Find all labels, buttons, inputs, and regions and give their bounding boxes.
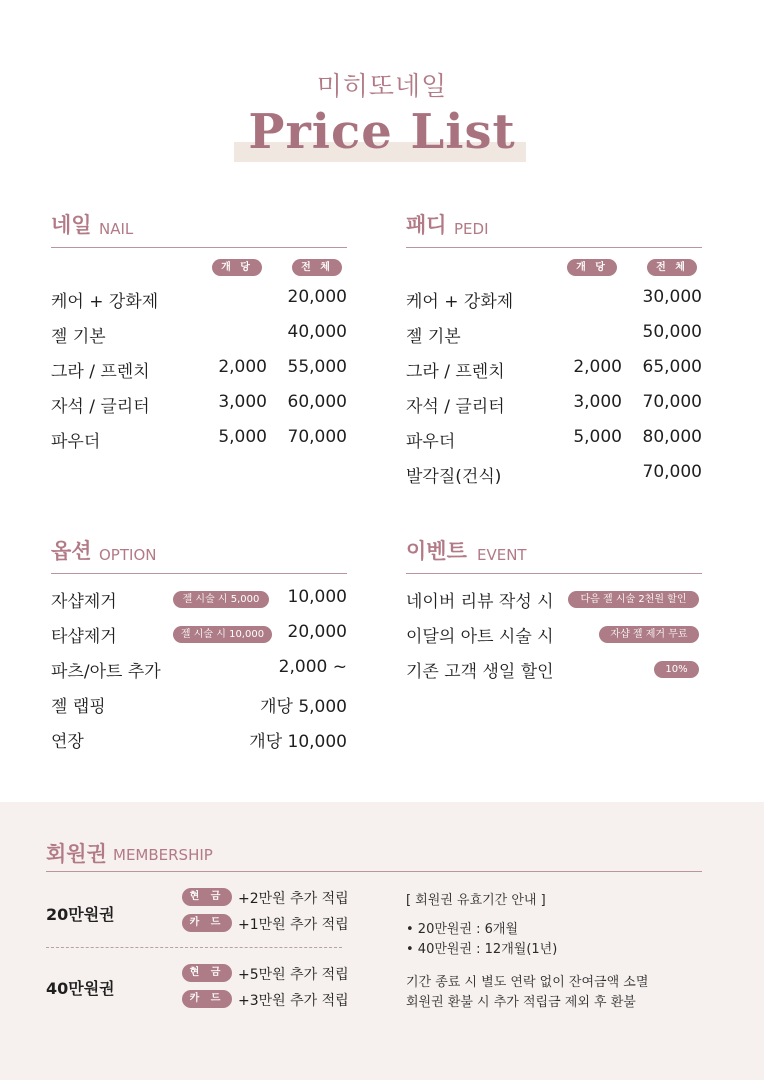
condition-badge: 젤 시술 시 5,000 [173, 591, 269, 608]
nail-title: 네일 [51, 213, 92, 237]
list-item: 기존 고객 생일 할인 10% [406, 657, 702, 681]
event-title: 이벤트 [406, 539, 467, 563]
membership-title-en: MEMBERSHIP [113, 846, 213, 864]
list-item: 자석 / 글리터 3,000 60,000 [51, 392, 347, 417]
shop-name: 미히또네일 [316, 72, 448, 102]
benefit-badge: 다음 젤 시술 2천원 할인 [568, 591, 699, 608]
list-item: 연장 개당 10,000 [51, 732, 347, 752]
list-item: 파우더 5,000 80,000 [406, 427, 702, 452]
list-item: 자석 / 글리터 3,000 70,000 [406, 392, 702, 417]
list-item: 파츠/아트 추가 2,000 ~ [51, 657, 347, 682]
benefit-badge: 10% [654, 661, 699, 678]
benefit-badge: 자샵 젤 제거 무료 [599, 626, 699, 643]
pedi-title: 패디 [406, 213, 447, 237]
list-item: 젤 기본 40,000 [51, 322, 347, 347]
membership-tier-name: 20만원권 [46, 905, 115, 924]
col-each-badge: 개 당 [567, 259, 617, 276]
option-section [51, 536, 347, 756]
expiry-note: 기간 종료 시 별도 연락 없이 잔여금액 소멸 [406, 975, 649, 990]
card-badge: 카 드 [182, 914, 232, 932]
list-item: 그라 / 프렌치 2,000 55,000 [51, 357, 347, 382]
list-item: 네이버 리뷰 작성 시 다음 젤 시술 2천원 할인 [406, 587, 702, 611]
nail-section [51, 210, 347, 470]
event-section [406, 536, 702, 686]
membership-title: 회원권 [46, 842, 107, 866]
option-title-en: OPTION [99, 546, 157, 564]
cash-benefit: +5만원 추가 적립 [238, 967, 349, 983]
card-benefit: +1만원 추가 적립 [238, 917, 349, 933]
nail-header [51, 210, 347, 248]
list-item: 자샵제거 젤 시술 시 5,000 10,000 [51, 587, 347, 612]
validity-heading: [ 회원권 유효기간 안내 ] [406, 893, 546, 908]
list-item: 이달의 아트 시술 시 자샵 젤 제거 무료 [406, 622, 702, 646]
list-item: 발각질(건식) 70,000 [406, 462, 702, 487]
condition-badge: 젤 시술 시 10,000 [173, 626, 272, 643]
cash-badge: 현 금 [182, 964, 232, 982]
col-each-badge: 개 당 [212, 259, 262, 276]
card-benefit: +3만원 추가 적립 [238, 993, 349, 1009]
refund-note: 회원권 환불 시 추가 적립금 제외 후 환불 [406, 995, 636, 1010]
list-item: 타샵제거 젤 시술 시 10,000 20,000 [51, 622, 347, 647]
option-header [51, 536, 347, 574]
col-total-badge: 전 체 [647, 259, 697, 276]
card-badge: 카 드 [182, 990, 232, 1008]
list-item: 그라 / 프렌치 2,000 65,000 [406, 357, 702, 382]
event-title-en: EVENT [477, 546, 527, 564]
list-item: 젤 랩핑 개당 5,000 [51, 697, 347, 717]
pedi-title-en: PEDI [454, 220, 489, 238]
pedi-section [406, 210, 702, 500]
cash-benefit: +2만원 추가 적립 [238, 891, 349, 907]
membership-tier-name: 40만원권 [46, 979, 115, 998]
option-title: 옵션 [51, 539, 92, 563]
list-item: 파우더 5,000 70,000 [51, 427, 347, 452]
col-total-badge: 전 체 [292, 259, 342, 276]
nail-title-en: NAIL [99, 220, 134, 238]
list-item: 케어 + 강화제 20,000 [51, 287, 347, 312]
pedi-header [406, 210, 702, 248]
list-item: 젤 기본 50,000 [406, 322, 702, 347]
page-title: Price List [248, 104, 516, 160]
divider [46, 871, 702, 872]
validity-note: • 40만원권 : 12개월(1년) [406, 942, 558, 957]
cash-badge: 현 금 [182, 888, 232, 906]
validity-note: • 20만원권 : 6개월 [406, 922, 519, 937]
event-header [406, 536, 702, 574]
dashed-divider [46, 947, 342, 948]
membership-background [0, 802, 764, 1080]
list-item: 케어 + 강화제 30,000 [406, 287, 702, 312]
